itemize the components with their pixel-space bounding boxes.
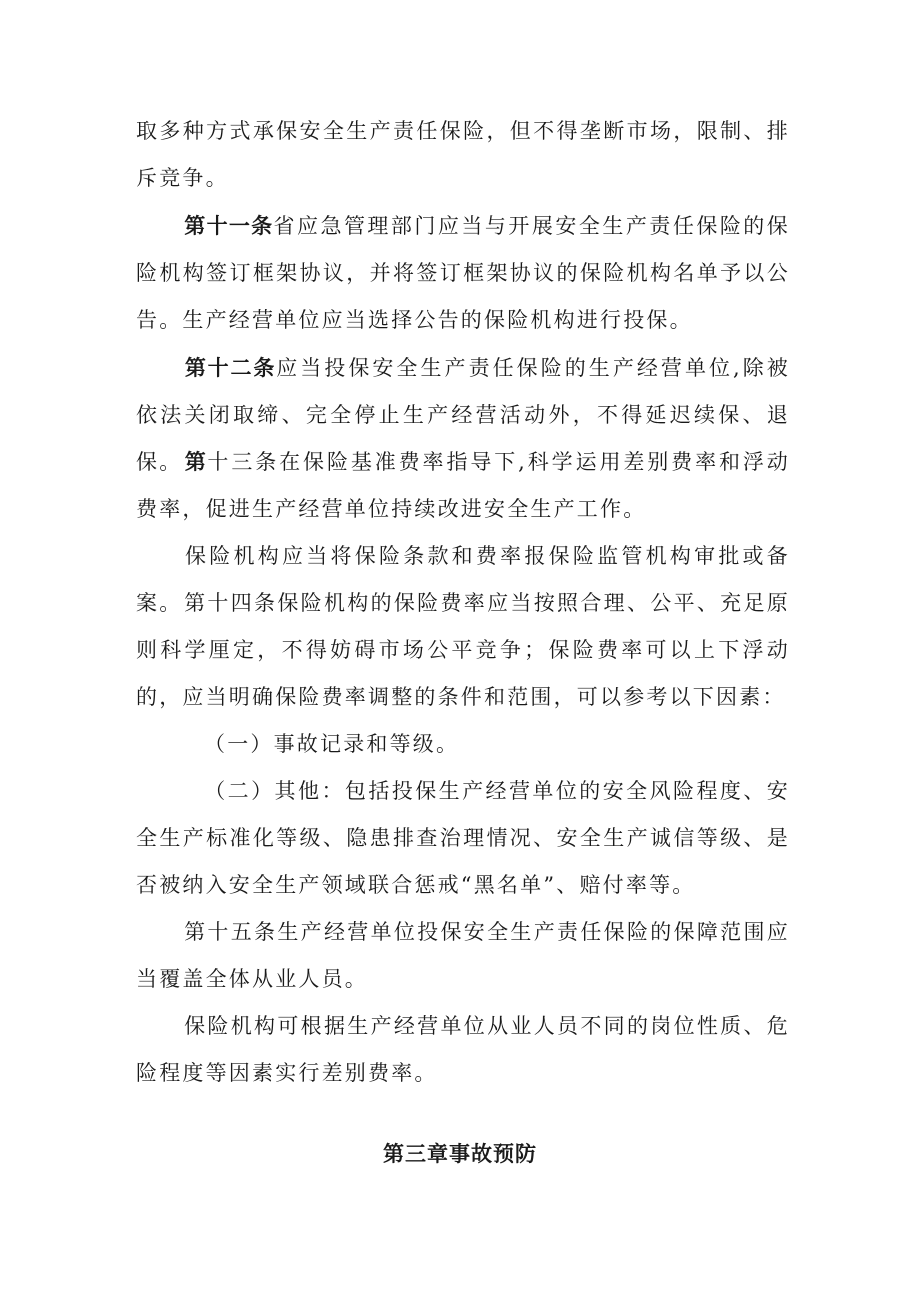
paragraph-text: 应当投保安全生产责任保险的生产经营单位,除被依法关闭取缔、完全停止生产经营活动外，不得延迟续保、退保。 — [136, 356, 790, 474]
article-heading: 第十二条 — [184, 356, 277, 380]
paragraph-continuation — [136, 108, 790, 202]
paragraph-text: 十三条在保险基准费率指导下,科学运用差别费率和浮动费率，促进生产经营单位持续改进安全生产工作。 — [136, 450, 790, 521]
article-14 — [136, 580, 790, 721]
paragraph-text: 保险机构可根据生产经营单位从业人员不同的岗位性质、危险程度等因素实行差别费率。 — [136, 1014, 790, 1085]
paragraph-text: 第十四条保险机构的保险费率应当按照合理、公平、充足原则科学厘定，不得妨碍市场公平竞争；保险费率可以上下浮动的，应当明确保险费率调整的条件和范围，可以参考以下因素： — [136, 591, 790, 709]
list-item-2 — [136, 768, 790, 909]
article-11 — [136, 203, 790, 344]
paragraph-text: （二）其他：包括投保生产经营单位的安全风险程度、安全生产标准化等级、隐患排查治理情况、安全生产诚信等级、是否被纳入安全生产领域联合惩戒“黑名单”、赔付率等。 — [136, 779, 790, 897]
chapter-title: 第三章事故预防 — [383, 1142, 537, 1166]
article-heading: 第十一条 — [184, 214, 274, 238]
paragraph-differential-rate — [136, 1003, 790, 1097]
article-13 — [136, 439, 790, 533]
paragraph-text: 第十五条生产经营单位投保安全生产责任保险的保障范围应当覆盖全体从业人员。 — [136, 920, 790, 991]
paragraph-text: 保险机构应当将保险条款和费率报保险监管机构审批或备案。 — [136, 544, 790, 615]
article-15 — [136, 909, 790, 1003]
list-item-1 — [136, 721, 790, 768]
paragraph-text: （一）事故记录和等级。 — [204, 732, 460, 756]
article-heading: 第 — [184, 450, 208, 474]
paragraph-text: 取多种方式承保安全生产责任保险，但不得垄断市场，限制、排斥竞争。 — [136, 119, 790, 190]
paragraph-text: 省应急管理部门应当与开展安全生产责任保险的保险机构签订框架协议，并将签订框架协议的保险机构名单予以公告。生产经营单位应当选择公告的保险机构进行投保。 — [136, 214, 791, 332]
